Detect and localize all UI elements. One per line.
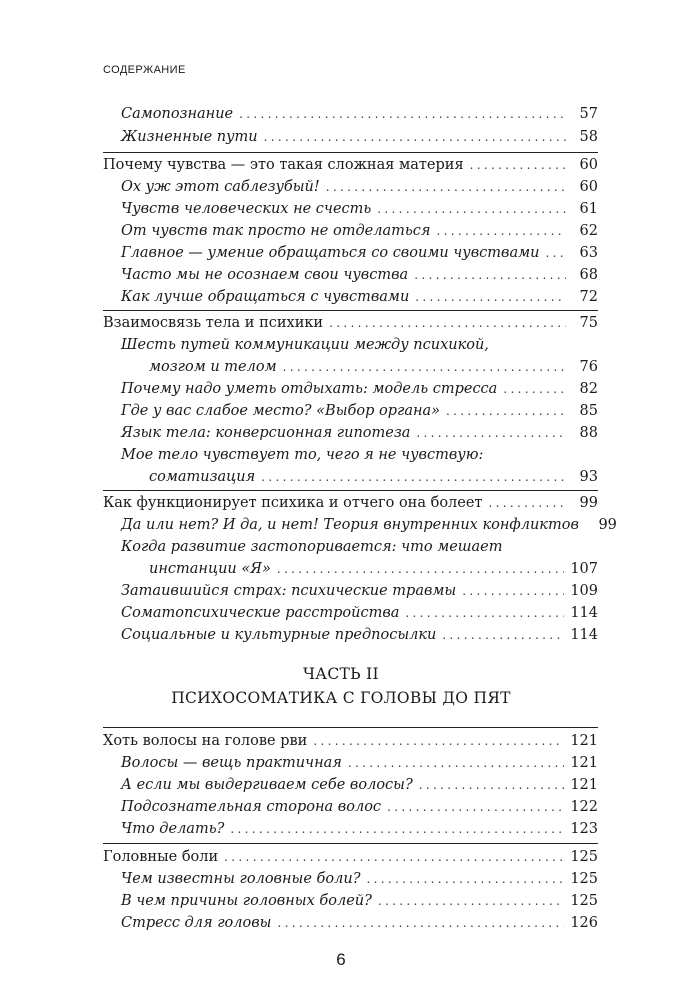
toc-chapter-page: 121 xyxy=(570,733,598,749)
toc-entry-title: Что делать? xyxy=(121,821,225,837)
toc-chapter-title: Как функционирует психика и отчего она болеет xyxy=(103,495,483,511)
toc-entry-title: Часто мы не осознаем свои чувства xyxy=(121,267,409,283)
running-head: СОДЕРЖАНИЕ xyxy=(103,64,186,76)
toc-entry-title: мозгом и телом xyxy=(149,359,277,375)
section-divider xyxy=(103,310,598,311)
toc-chapter-title: Хоть волосы на голове рви xyxy=(103,733,308,749)
toc-entry-title: Затаившийся страх: психические травмы xyxy=(121,583,457,599)
toc-entry-title: Самопознание xyxy=(121,106,234,122)
toc-entry-page: 82 xyxy=(579,381,598,397)
toc-entry-title: соматизация xyxy=(149,469,256,485)
toc-entry-page: 125 xyxy=(570,871,598,887)
toc-entry-page: 121 xyxy=(570,777,598,793)
toc-entry[interactable] xyxy=(121,797,598,817)
toc-entry[interactable] xyxy=(121,401,598,421)
toc-entry-page: 62 xyxy=(579,223,598,239)
toc-entry[interactable] xyxy=(121,379,598,399)
toc-entry[interactable] xyxy=(121,581,598,601)
toc-entry-title: Ох уж этот саблезубый! xyxy=(121,179,320,195)
toc-entry[interactable] xyxy=(121,199,598,219)
toc-entry[interactable] xyxy=(121,775,598,795)
toc-entry-page: 114 xyxy=(570,627,598,643)
toc-entry[interactable] xyxy=(121,221,598,241)
section-divider xyxy=(103,490,598,491)
toc-entry-page: 126 xyxy=(570,915,598,931)
toc-entry-page: 61 xyxy=(579,201,598,217)
dot-leader xyxy=(366,869,564,889)
dot-leader xyxy=(277,913,564,933)
dot-leader xyxy=(230,819,564,839)
dot-leader xyxy=(419,775,565,795)
toc-entry-page: 76 xyxy=(579,359,598,375)
toc-entry-title: А если мы выдергиваем себе волосы? xyxy=(121,777,413,793)
dot-leader xyxy=(348,753,564,773)
part-title: ПСИХОСОМАТИКА С ГОЛОВЫ ДО ПЯТ xyxy=(171,689,511,707)
toc-entry[interactable] xyxy=(121,625,598,645)
toc-entry-title: Где у вас слабое место? «Выбор органа» xyxy=(121,403,441,419)
toc-entry[interactable] xyxy=(121,243,598,263)
toc-entry-title: Язык тела: конверсионная гипотеза xyxy=(121,425,411,441)
toc-chapter[interactable] xyxy=(103,731,598,751)
toc-entry-page: 121 xyxy=(570,755,598,771)
toc-entry[interactable] xyxy=(121,104,598,124)
toc-entry-page: 88 xyxy=(579,425,598,441)
section-divider xyxy=(103,727,598,728)
toc-entry[interactable] xyxy=(121,913,598,933)
toc-chapter-title: Почему чувства — это такая сложная материя xyxy=(103,157,464,173)
toc-chapter[interactable] xyxy=(103,847,598,867)
page-number: 6 xyxy=(336,950,346,969)
dot-leader xyxy=(283,357,566,377)
toc-entry-title: Да или нет? И да, и нет! Теория внутренних конфликтов xyxy=(121,517,579,533)
toc-entry[interactable] xyxy=(121,127,598,147)
toc-entry-first-line[interactable]: Когда развитие застопоривается: что мешает xyxy=(121,539,503,555)
toc-entry-first-line[interactable]: Шесть путей коммуникации между психикой, xyxy=(121,337,489,353)
toc-entry-page: 122 xyxy=(570,799,598,815)
toc-entry[interactable] xyxy=(121,891,598,911)
toc-chapter[interactable] xyxy=(103,313,598,333)
toc-entry[interactable] xyxy=(121,423,598,443)
toc-entry-page: 123 xyxy=(570,821,598,837)
dot-leader xyxy=(264,127,566,147)
toc-entry-page: 57 xyxy=(579,106,598,122)
toc-entry-page: 60 xyxy=(579,179,598,195)
toc-entry-page: 68 xyxy=(579,267,598,283)
toc-entry[interactable] xyxy=(121,819,598,839)
dot-leader xyxy=(326,177,566,197)
toc-chapter[interactable] xyxy=(103,155,598,175)
dot-leader xyxy=(462,581,564,601)
dot-leader xyxy=(277,559,564,579)
toc-entry-title: В чем причины головных болей? xyxy=(121,893,372,909)
toc-chapter-title: Взаимосвязь тела и психики xyxy=(103,315,324,331)
dot-leader xyxy=(446,401,566,421)
dot-leader xyxy=(442,625,564,645)
dot-leader xyxy=(329,313,566,333)
dot-leader xyxy=(377,199,566,219)
toc-entry-title: Жизненные пути xyxy=(121,129,258,145)
toc-entry-title: Чем известны головные боли? xyxy=(121,871,361,887)
toc-entry[interactable] xyxy=(121,753,598,773)
toc-entry-title: От чувств так просто не отделаться xyxy=(121,223,431,239)
toc-entry-first-line[interactable]: Мое тело чувствует то, чего я не чувствую: xyxy=(121,447,484,463)
toc-chapter-title: Головные боли xyxy=(103,849,219,865)
dot-leader xyxy=(503,379,566,399)
toc-entry-page: 109 xyxy=(570,583,598,599)
toc-entry-title: Стресс для головы xyxy=(121,915,272,931)
toc-entry-title: Главное — умение обращаться со своими чувствами xyxy=(121,245,540,261)
toc-entry-page: 107 xyxy=(570,561,598,577)
dot-leader xyxy=(261,467,566,487)
section-divider xyxy=(103,152,598,153)
dot-leader xyxy=(437,221,567,241)
toc-entry-page: 125 xyxy=(570,893,598,909)
section-divider xyxy=(103,843,598,844)
toc-entry[interactable] xyxy=(121,515,617,535)
toc-entry-page: 93 xyxy=(579,469,598,485)
toc-entry-title: Волосы — вещь практичная xyxy=(121,755,342,771)
dot-leader xyxy=(405,603,564,623)
toc-entry-title: Почему надо уметь отдыхать: модель стресса xyxy=(121,381,498,397)
dot-leader xyxy=(488,493,566,513)
dot-leader xyxy=(415,287,566,307)
toc-entry-page: 85 xyxy=(579,403,598,419)
toc-entry[interactable] xyxy=(121,177,598,197)
dot-leader xyxy=(378,891,564,911)
dot-leader xyxy=(387,797,564,817)
dot-leader xyxy=(239,104,566,124)
toc-entry-page: 99 xyxy=(598,517,617,533)
toc-entry-title: инстанции «Я» xyxy=(149,561,271,577)
part-label: ЧАСТЬ II xyxy=(303,665,379,683)
toc-entry-title: Социальные и культурные предпосылки xyxy=(121,627,437,643)
toc-entry[interactable] xyxy=(121,603,598,623)
dot-leader xyxy=(224,847,564,867)
toc-chapter[interactable] xyxy=(103,493,598,513)
toc-chapter-page: 75 xyxy=(579,315,598,331)
toc-entry-title: Чувств человеческих не счесть xyxy=(121,201,372,217)
toc-chapter-page: 125 xyxy=(570,849,598,865)
toc-entry[interactable] xyxy=(121,265,598,285)
toc-entry-title: Соматопсихические расстройства xyxy=(121,605,400,621)
toc-entry-page: 63 xyxy=(579,245,598,261)
dot-leader xyxy=(545,243,566,263)
dot-leader xyxy=(416,423,566,443)
toc-entry[interactable] xyxy=(121,287,598,307)
toc-entry-page: 72 xyxy=(579,289,598,305)
toc-chapter-page: 60 xyxy=(579,157,598,173)
dot-leader xyxy=(313,731,564,751)
toc-entry-title: Как лучше обращаться с чувствами xyxy=(121,289,410,305)
toc-entry-page: 114 xyxy=(570,605,598,621)
dot-leader xyxy=(414,265,566,285)
toc-chapter-page: 99 xyxy=(579,495,598,511)
toc-entry[interactable] xyxy=(149,559,598,579)
toc-entry[interactable] xyxy=(149,467,598,487)
toc-entry-page: 58 xyxy=(579,129,598,145)
dot-leader xyxy=(470,155,566,175)
toc-entry-title: Подсознательная сторона волос xyxy=(121,799,382,815)
toc-entry[interactable] xyxy=(121,869,598,889)
toc-entry[interactable] xyxy=(149,357,598,377)
